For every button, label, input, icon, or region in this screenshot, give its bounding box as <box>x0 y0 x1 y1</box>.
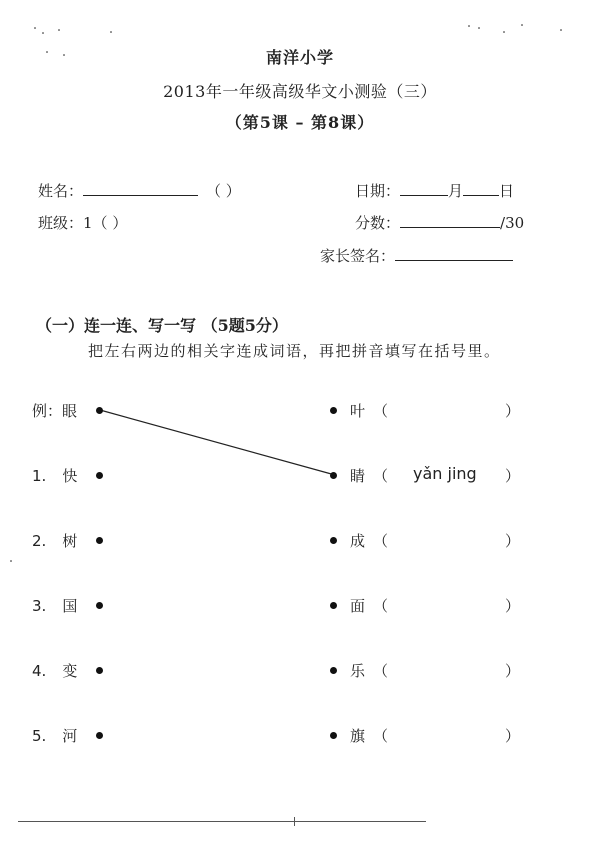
left-dot[interactable] <box>96 602 103 609</box>
date-month-label: 月 <box>448 182 464 200</box>
left-dot[interactable] <box>96 667 103 674</box>
item-number: 5. <box>32 727 47 745</box>
right-dot[interactable] <box>330 732 337 739</box>
name-number-paren: （ ） <box>206 182 241 200</box>
right-char: 乐 <box>350 662 366 680</box>
footer-tick <box>294 817 295 826</box>
left-dot[interactable] <box>96 472 103 479</box>
date-label: 日期： <box>355 182 401 200</box>
right-char: 叶 <box>350 402 366 420</box>
paren-close: ） <box>505 532 521 550</box>
quiz-title: 2013年一年级高级华文小测验（三） <box>163 82 437 101</box>
paren-close: ） <box>505 727 521 745</box>
paren-open: （ <box>373 532 389 550</box>
item-char: 快 <box>62 467 78 485</box>
right-dot[interactable] <box>330 407 337 414</box>
paren-open: （ <box>373 597 389 615</box>
date-day-label: 日 <box>499 182 515 200</box>
paren-close: ） <box>505 662 521 680</box>
left-item <box>32 660 77 681</box>
left-item <box>32 465 77 486</box>
left-dot[interactable] <box>96 732 103 739</box>
school-name: 南洋小学 <box>265 48 334 67</box>
item-char: 树 <box>62 532 78 550</box>
item-number: 2. <box>32 532 47 550</box>
paren-open: （ <box>373 402 389 420</box>
pinyin-answer[interactable]: yǎn jing <box>413 464 477 483</box>
right-dot[interactable] <box>330 602 337 609</box>
right-dot[interactable] <box>330 667 337 674</box>
parent-signature-label: 家长签名： <box>320 247 396 265</box>
right-char: 成 <box>350 532 366 550</box>
left-item <box>32 400 77 421</box>
name-label: 姓名： <box>38 182 84 200</box>
left-dot[interactable] <box>96 407 103 414</box>
score-total: /30 <box>500 214 525 232</box>
right-char: 面 <box>350 597 366 615</box>
right-char: 睛 <box>350 467 366 485</box>
right-char: 旗 <box>350 727 366 745</box>
item-char: 眼 <box>62 402 78 420</box>
section-heading: （一）连一连、写一写 （5题5分） <box>36 316 288 335</box>
footer-rule <box>18 821 426 822</box>
item-char: 国 <box>62 597 78 615</box>
right-dot[interactable] <box>330 472 337 479</box>
class-value: 1（ ） <box>83 214 128 232</box>
item-number: 4. <box>32 662 47 680</box>
item-char: 变 <box>62 662 78 680</box>
item-number: 1. <box>32 467 47 485</box>
paren-open: （ <box>373 727 389 745</box>
section-instruction: 把左右两边的相关字连成词语，再把拼音填写在括号里。 <box>88 342 501 360</box>
right-dot[interactable] <box>330 537 337 544</box>
paren-close: ） <box>505 597 521 615</box>
score-label: 分数： <box>355 214 401 232</box>
class-label: 班级： <box>38 214 84 232</box>
left-item <box>32 725 77 746</box>
paren-close: ） <box>505 467 521 485</box>
left-item <box>32 595 77 616</box>
item-char: 河 <box>62 727 78 745</box>
paren-open: （ <box>373 662 389 680</box>
left-dot[interactable] <box>96 537 103 544</box>
paren-close: ） <box>505 402 521 420</box>
left-item <box>32 530 77 551</box>
item-number: 3. <box>32 597 47 615</box>
paren-open: （ <box>373 467 389 485</box>
lesson-range: （第5课 – 第8课） <box>225 113 375 132</box>
item-number: 例： <box>32 402 63 420</box>
